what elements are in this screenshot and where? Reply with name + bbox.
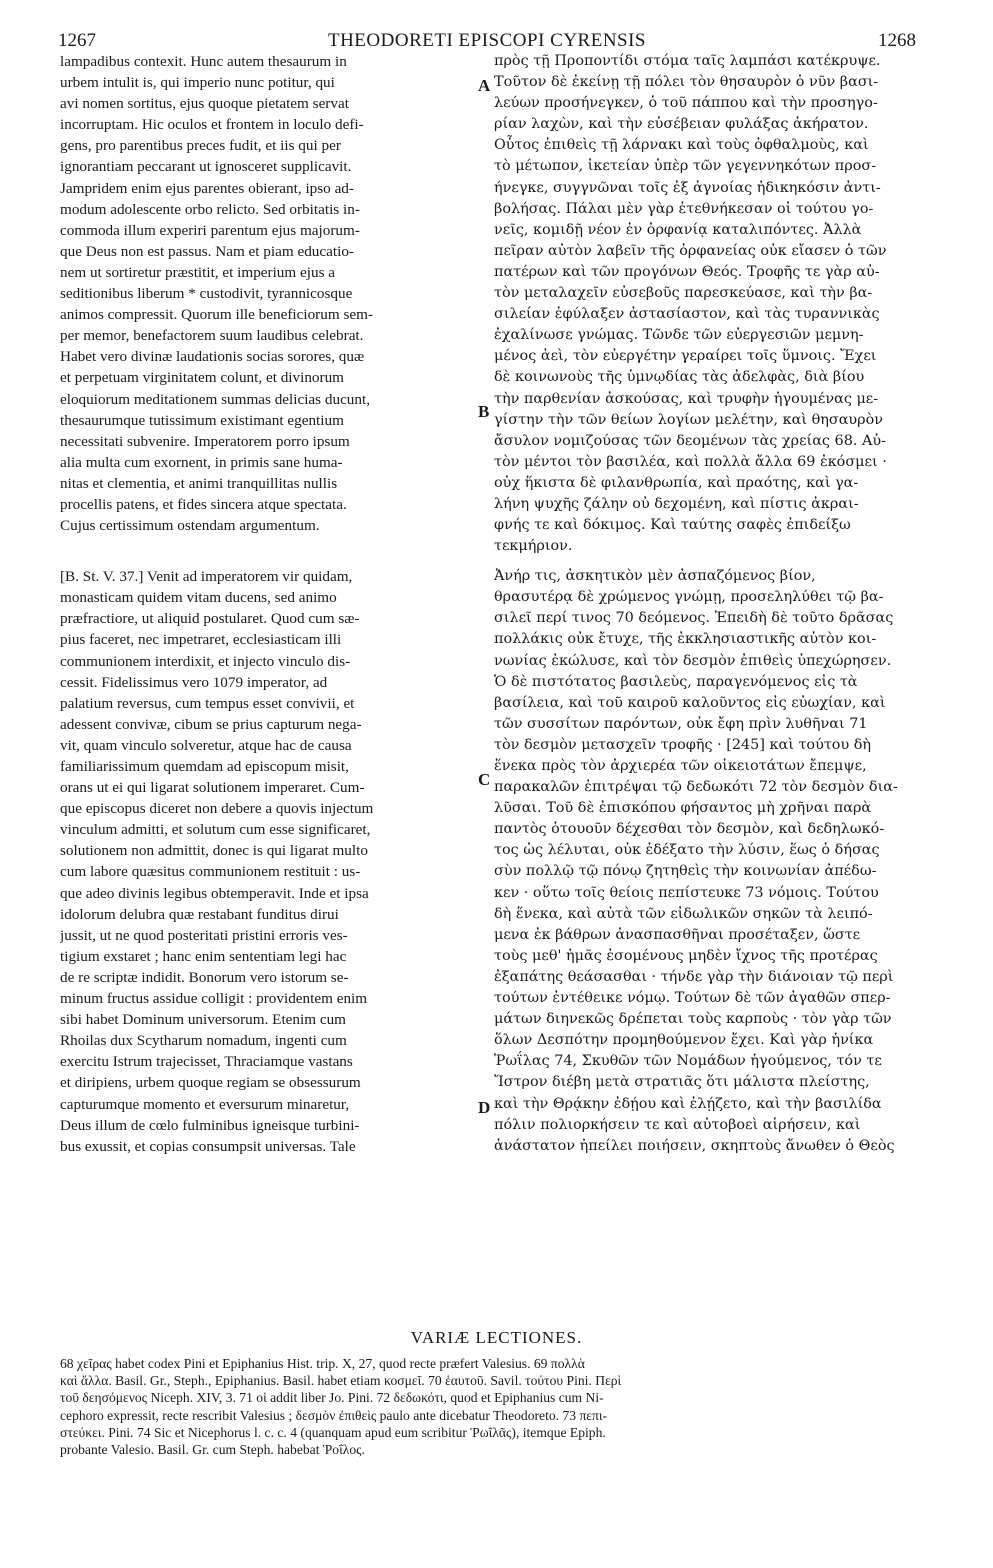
latin-line: nem ut sortiretur præstitit, et imperium ejus a: [60, 263, 336, 281]
latin-line: que episcopus diceret non debere a quovis injectum: [60, 800, 374, 818]
latin-column: [60, 51, 474, 1157]
margin-marker-c: C: [478, 770, 491, 789]
latin-line: et perpetuam virginitatem colunt, et divinorum: [60, 369, 344, 387]
greek-line: Ῥωΐλας 74, Σκυθῶν τῶν Νομάδων ἡγούμενος, τόν τε: [494, 1053, 882, 1070]
greek-line: πρὸς τῇ Προποντίδι στόμα ταῖς λαμπάσι κατέκρυψε.: [494, 53, 881, 69]
greek-line: τὸ μέτωπον, ἱκετείαν ὑπὲρ τῶν γεγεννηκότων προσ-: [494, 158, 877, 175]
latin-line: ignorantiam peccarant ut ignosceret supplicavit.: [60, 158, 352, 176]
latin-line: pius faceret, nec impetraret, ecclesiasticam illi: [60, 631, 342, 649]
latin-line: cessit. Fidelissimus vero 1079 imperator, ad: [60, 673, 328, 691]
latin-line: cum labore quæsitus communionem restituit : us-: [60, 863, 361, 881]
greek-line: ἀνάστατον ἠπείλει ποιήσειν, σκηπτοὺς ἄνωθεν ὁ Θεὸς: [494, 1137, 895, 1154]
latin-line: gens, pro parentibus preces fudit, et iis qui per: [60, 137, 341, 155]
greek-line: δὴ ἕνεκα, καὶ αὐτὰ τῶν εἰδωλικῶν σηκῶν τὰ λειπό-: [494, 905, 873, 922]
latin-line: adessent convivæ, cibum se prius capturum nega-: [60, 715, 362, 733]
footnote-line: 68 χεῖρας habet codex Pini et Epiphanius Hist. trip. X, 27, quod recte præfert Valesius. 69 πολλὰ: [60, 1356, 585, 1371]
latin-line: incorruptam. Hic oculos et frontem in loculo defi-: [60, 116, 364, 134]
greek-line: ἐχαλίνωσε γνώμας. Τῶνδε τῶν εὐεργεσιῶν μεμνη-: [494, 327, 864, 344]
greek-line: γίστην τὴν τῶν θείων λογίων μελέτην, καὶ θησαυρὸν: [494, 411, 884, 428]
footnote-line: καὶ ἄλλα. Basil. Gr., Steph., Epiphanius. Basil. habet etiam κοσμεῖ. 70 ἑαυτοῦ. Savil. τούτου Pini. Περὶ: [60, 1373, 622, 1389]
margin-marker-a: A: [478, 76, 491, 95]
footnote-line: probante Valesio. Basil. Gr. cum Steph. habebat Ῥοΐλος.: [60, 1441, 365, 1457]
greek-line: νεῖς, κομιδῇ νέον ἐν ὀρφανίᾳ καταλιπόντες. Ἀλλὰ: [494, 221, 862, 238]
latin-line: [60, 536, 474, 566]
greek-line: τὸν δεσμὸν μετασχεῖν τροφῆς · [245] καὶ τούτου δὴ: [494, 736, 872, 753]
greek-line: παντὸς ὁτουοῦν δέχεσθαι τὸν δεσμὸν, καὶ δεδηλωκό-: [494, 821, 885, 838]
latin-line: seditionibus liberum * custodivit, tyrannicosque: [60, 285, 353, 303]
margin-marker-d: D: [478, 1098, 491, 1117]
greek-line: τὸν μεταλαχεῖν εὐσεβοῦς παρεσκεύασε, καὶ τὴν βα-: [494, 285, 873, 302]
footnotes: [60, 1355, 915, 1458]
greek-line: τος ὡς λέλυται, οὐκ ἐδέξατο τὴν λύσιν, ἕως ὁ δήσας: [494, 842, 880, 859]
latin-line: idolorum delubra quæ restabant funditus dirui: [60, 905, 339, 923]
greek-line: λῦσαι. Τοῦ δὲ ἐπισκόπου φήσαντος μὴ χρῆναι παρὰ: [494, 800, 872, 817]
latin-line: Rhoilas dux Scytharum nomadum, ingenti cum: [60, 1032, 347, 1050]
greek-line: ἕνεκα πρὸς τὸν ἀρχιερέα τῶν οἰκειοτάτων ἔπεμψε,: [494, 758, 867, 774]
latin-line: palatium reversus, cum tempus esset convivii, et: [60, 694, 355, 712]
greek-line: πόλιν πολιορκήσειν τε καὶ αὐτοβοεὶ αἱρήσειν, καὶ: [494, 1116, 861, 1133]
latin-line: minum fructus assidue colligit : providentem enim: [60, 990, 368, 1008]
footnotes-title: VARIÆ LECTIONES.: [410, 1328, 583, 1347]
greek-line: ἐξαπάτης θεάσασθαι · τήνδε γὰρ τὴν διάνοιαν τῷ περὶ: [494, 968, 894, 985]
latin-line: de re scriptæ indidit. Bonorum vero istorum se-: [60, 968, 349, 986]
latin-line: familiarissimum quemdam ad episcopum misit,: [60, 758, 349, 775]
latin-line: [B. St. V. 37.] Venit ad imperatorem vir quidam,: [60, 568, 353, 586]
latin-line: et diripiens, urbem quoque regiam se obsessurum: [60, 1074, 361, 1092]
latin-line: tigium exstaret ; hanc enim sententiam legi hac: [60, 947, 347, 965]
greek-line: Οὗτος ἐπιθεὶς τῇ λάρνακι καὶ τοὺς ὀφθαλμοὺς, καὶ: [494, 137, 869, 154]
latin-line: communionem interdixit, et injecto vinculo dis-: [60, 652, 351, 670]
greek-line: λεύων προσήνεγκεν, ὁ τοῦ πάππου καὶ τὴν προσηγο-: [494, 95, 878, 112]
greek-line: βασίλεια, καὶ τοῦ καιροῦ καλοῦντος εἰς εὐωχίαν, καὶ: [494, 694, 886, 711]
latin-line: thesaurumque tutissimum existimant egentium: [60, 411, 344, 429]
latin-line: alia multa cum exornent, in primis sane huma-: [60, 453, 343, 471]
latin-line: Jampridem enim ejus parentes obierant, ipso ad-: [60, 179, 354, 197]
greek-line: μένος ἀεὶ, τὸν εὐεργέτην γεραίρει τοῖς ὕμνοις. Ἔχει: [494, 348, 877, 365]
greek-line: σὺν πολλῷ τῷ πόνῳ ζητηθεὶς τὴν κοινωνίαν ἀπέδω-: [494, 863, 877, 880]
latin-line: avi nomen sortitus, ejus quoque pietatem servat: [60, 95, 349, 113]
latin-line: Deus illum de cœlo fulminibus igneisque turbini-: [60, 1116, 360, 1134]
footnote-line: τοῦ δεησόμενος Niceph. XIV, 3. 71 οἱ addit liber Jo. Pini. 72 δεδωκότι, quod et Epiphanius cum Ni-: [60, 1390, 604, 1406]
greek-line: ἄσυλον νομιζούσας τῶν δεομένων τὰς χρείας 68. Αὐ-: [494, 432, 887, 449]
greek-line: τεκμήριον.: [494, 538, 573, 555]
greek-line: φνής τε καὶ δόκιμος. Καὶ ταύτης σαφὲς ἐπιδείξω: [494, 517, 851, 534]
greek-line: θρασυτέρᾳ δὲ χρώμενος γνώμῃ, προσεληλύθει τῷ βα-: [494, 589, 884, 606]
greek-line: νωνίας ἐκώλυσε, καὶ τὸν δεσμὸν ἐπιθεὶς ὑπεχώρησεν.: [494, 652, 892, 669]
right-page-number: 1268: [878, 30, 916, 51]
latin-line: que Deus non est passus. Nam et piam educatio-: [60, 242, 354, 260]
greek-line: Τοῦτον δὲ ἐκείνῃ τῇ πόλει τὸν θησαυρὸν ὁ νῦν βασι-: [494, 74, 879, 91]
greek-column: [494, 51, 918, 1157]
latin-line: præfractiore, ut aliquid postularet. Quod cum sæ-: [60, 610, 360, 628]
latin-line: urbem intulit is, qui imperio nunc potitur, qui: [60, 74, 335, 92]
latin-line: jussit, ut ne quod posteritati pristini erroris ves-: [60, 926, 348, 944]
latin-line: eloquiorum meditationem summas delicias ducunt,: [60, 390, 371, 408]
greek-line: ρίαν λαχὼν, καὶ τὴν εὐσέβειαν φυλάξας ἀκήρατον.: [494, 116, 869, 133]
greek-line: μάτων διηνεκῶς δρέπεται τοὺς καρποὺς · τὸν γὰρ τῶν: [494, 1011, 892, 1028]
greek-line: Ἴστρον διέβη μετὰ στρατιᾶς ὅτι μάλιστα πλείστης,: [494, 1074, 870, 1091]
greek-line: λήνη ψυχῆς ζάλην οὐ δεχομένη, καὶ πίστις ἀκραι-: [494, 495, 859, 512]
latin-line: animos compressit. Quorum ille beneficiorum sem-: [60, 306, 373, 324]
greek-line: βολήσας. Πάλαι μὲν γὰρ ἐτεθνήκεσαν οἱ τούτου γο-: [494, 200, 874, 217]
greek-line: δὲ κοινωνοὺς τῆς ὑμνῳδίας τὰς ἀδελφὰς, διὰ βίου: [494, 369, 865, 386]
greek-line: οὐχ ἥκιστα δὲ φιλανθρωπία, καὶ πραότης, καὶ γα-: [494, 474, 859, 491]
greek-line: παρακαλῶν ἐπιτρέψαι τῷ δεδωκότι 72 τὸν δεσμὸν δια-: [494, 779, 898, 796]
latin-line: exercitu Istrum trajecisset, Thraciamque vastans: [60, 1053, 353, 1071]
footnote-line: στεύκει. Pini. 74 Sic et Nicephorus l. c. c. 4 (quanquam apud eum scribitur Ῥωΐλᾶς), itemque Epiph.: [60, 1424, 606, 1440]
greek-line: τὸν μέντοι τὸν βασιλέα, καὶ πολλὰ ἄλλα 69 ἐκόσμει ·: [494, 453, 887, 470]
greek-line: σιλεῖ περί τινος 70 δεόμενος. Ἐπειδὴ δὲ τοῦτο δρᾶσας: [494, 610, 894, 627]
latin-line: lampadibus contexit. Hunc autem thesaurum in: [60, 53, 347, 70]
latin-line: Habet vero divinæ laudationis socias sorores, quæ: [60, 348, 365, 366]
greek-line: πεῖραν αὐτὸν λαβεῖν τῆς ὀρφανείας οὐκ εἴασεν ὁ τῶν: [494, 242, 887, 259]
latin-line: monasticam quidem vitam ducens, sed animo: [60, 589, 337, 607]
greek-line: καὶ τὴν Θρᾴκην ἐδῄου καὶ ἐλῄζετο, καὶ τὴν βασιλίδα: [494, 1095, 882, 1112]
margin-marker-b: B: [478, 402, 490, 421]
latin-line: vinculum admitti, et solutum cum esse significaret,: [60, 821, 371, 839]
latin-line: procellis patens, et fides sincera atque spectata.: [60, 495, 347, 513]
latin-line: que adeo divinis legibus obtemperavit. Inde et ipsa: [60, 884, 369, 902]
greek-line: Ἀνήρ τις, ἀσκητικὸν μὲν ἀσπαζόμενος βίον,: [494, 568, 816, 585]
greek-line: σιλείαν ἐφύλαξεν ἀστασίαστον, καὶ τὰς τυραννικὰς: [494, 306, 880, 323]
greek-line: τὴν παρθενίαν ἀσκούσας, καὶ τρυφὴν ἡγουμένας με-: [494, 390, 879, 407]
latin-line: orans ut ei qui ligarat solutionem imperaret. Cum-: [60, 779, 365, 797]
greek-line: ὅλων Δεσπότην προμηθούμενον ἔχει. Καὶ γὰρ ἡνίκα: [494, 1032, 874, 1049]
latin-line: capturumque momento et eversurum minaretur,: [60, 1095, 350, 1113]
latin-line: modum adolescente orbo relicto. Sed orbitatis in-: [60, 200, 360, 218]
left-page-number: 1267: [58, 30, 96, 51]
greek-line: τοὺς μεθ' ἡμᾶς ἐσομένους μηδὲν ἴχνος τῆς προτέρας: [494, 947, 878, 964]
greek-line: κεν · οὕτω τοῖς θείοις πεπίστευκε 73 νόμοις. Τούτου: [494, 884, 879, 901]
latin-line: bus exussit, et copias consumpsit universas. Tale: [60, 1137, 356, 1155]
latin-line: nitas et clementia, et animi tranquillitas nullis: [60, 474, 338, 492]
greek-line: τῶν συσσίτων παρόντων, οὐκ ἔφη πρὶν λυθῆναι 71: [494, 715, 868, 732]
greek-line: τούτων ἐντέθεικε νόμῳ. Τούτων δὲ τῶν ἀγαθῶν σπερ-: [494, 990, 891, 1007]
running-title: THEODORETI EPISCOPI CYRENSIS: [327, 30, 647, 51]
greek-line: μενα ἐκ βάθρων ἀνασπασθῆναι προσέταξεν, ὥστε: [494, 926, 861, 943]
page-header: [58, 30, 916, 52]
footnote-line: cephoro expressit, recte rescribit Valesius ; δεσμὸν ἐπιθεὶς paulo ante dicebatur Theodoreto. 73 πεπι-: [60, 1407, 608, 1423]
latin-line: commoda illum experiri parentum ejus majorum-: [60, 221, 360, 239]
greek-line: Ὁ δὲ πιστότατος βασιλεὺς, παραγενόμενος εἰς τὰ: [494, 673, 858, 690]
latin-line: Cujus certissimum ostendam argumentum.: [60, 517, 320, 535]
greek-line: πατέρων καὶ τῶν προγόνων Θεός. Τροφῆς τε γὰρ αὐ-: [494, 263, 880, 280]
greek-line: ήνεγκε, συγγνῶναι τοῖς ἐξ ἀγνοίας ἠδικηκόσιν ἀντι-: [494, 179, 881, 196]
latin-line: per memor, benefactorem suum laudibus celebrat.: [60, 327, 364, 345]
latin-line: vit, quam vinculo solveretur, atque hac de causa: [60, 736, 352, 754]
latin-line: necessitati subvenire. Imperatorem porro ipsum: [60, 432, 350, 450]
latin-line: sibi habet Dominum universorum. Etenim cum: [60, 1011, 346, 1029]
greek-line: πολλάκις οὐκ ἔτυχε, τῆς ἐκκλησιαστικῆς αὐτὸν κοι-: [494, 631, 877, 648]
latin-line: solutionem non admittit, donec is qui ligarat multo: [60, 842, 368, 860]
